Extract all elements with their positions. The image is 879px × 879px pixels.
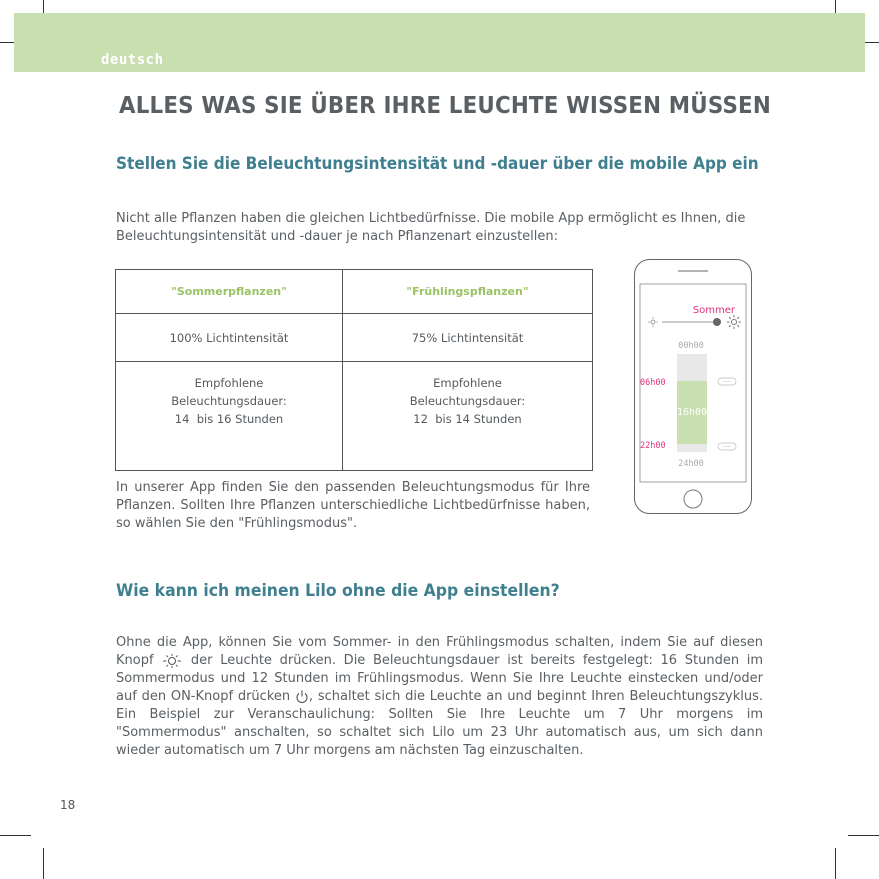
summer-duration-value: 14 bis 16 Stunden [174, 412, 284, 426]
duration-label-line2: Beleuchtungsdauer: [171, 394, 287, 408]
duration-label-line1: Empfohlene [194, 376, 264, 390]
summer-intensity: 100% Lichtintensität [116, 314, 343, 362]
paragraph-part-3: , schaltet sich die Leuchte an und beginnt Ihren Beleuchtungszyklus. Ein Beispiel zur Veranschaulichung: Sollten Sie Ihre Leuchte um 7 Uhr morgens im "Sommermodus" anschalten, so schaltet sich Lilo um 23 Uhr automatisch aus, um sich dann wieder automatisch um 7 Uhr morgens am nächsten Tag einzuschalten. [116, 689, 763, 758]
crop-mark [43, 848, 44, 879]
header-spring-plants: "Frühlingspflanzen" [343, 270, 593, 314]
paragraph-part-2: der Leuchte drücken. Die Beleuchtungsdauer ist bereits festgelegt: 16 Stunden im Sommermodus und 12 Stunden im Frühlingsmodus. Wenn Sie Ihre Leuchte einstecken und/oder auf den ON-Knopf drücken [116, 653, 764, 704]
crop-mark [0, 835, 31, 836]
power-icon [295, 689, 309, 704]
page-number: 18 [60, 798, 76, 812]
sun-button-icon [161, 653, 183, 669]
paragraph-part-1: Ohne die App, können Sie vom Sommer- in den Frühlingsmodus schalten, indem Sie auf diesen Knopf [116, 635, 763, 668]
duration-label: 16h00 [676, 407, 708, 418]
phone-app-illustration [634, 259, 752, 514]
light-modes-table [115, 269, 593, 471]
spring-intensity: 75% Lichtintensität [343, 314, 593, 362]
outro-paragraph: In unserer App finden Sie den passenden Beleuchtungsmodus für Ihre Pflanzen. Sollten Ihre Pflanzen unterschiedliche Lichtbedürfnisse haben, so wählen Sie den "Frühlingsmodus". [116, 480, 590, 531]
crop-mark [835, 848, 836, 879]
spring-duration-value: 12 bis 14 Stunden [413, 412, 522, 426]
time-start-label: 00h00 [678, 341, 704, 351]
language-label: deutsch [101, 52, 164, 68]
section-heading-app: Stellen Sie die Beleuchtungsintensität und -dauer über die mobile App ein [116, 154, 759, 174]
table-row [116, 362, 593, 471]
duration-label-line1: Empfohlene [433, 376, 502, 390]
time-on-label: 06h00 [640, 378, 666, 388]
crop-mark [848, 835, 879, 836]
duration-label-line2: Beleuchtungsdauer: [409, 394, 526, 408]
time-off-label: 22h00 [640, 441, 666, 451]
manual-mode-paragraph [116, 634, 763, 760]
intro-paragraph: Nicht alle Pflanzen haben die gleichen Lichtbedürfnisse. Die mobile App ermöglicht es Ihnen, die Beleuchtungsintensität und -dauer je nach Pflanzenart einzustellen: [116, 211, 746, 244]
summer-duration [116, 362, 343, 471]
spring-duration [343, 362, 593, 471]
mode-label: Sommer [692, 305, 735, 316]
time-end-label: 24h00 [678, 459, 704, 469]
table-row [116, 314, 593, 362]
section-heading-no-app: Wie kann ich meinen Lilo ohne die App einstellen? [116, 581, 560, 601]
page-title: ALLES WAS SIE ÜBER IHRE LEUCHTE WISSEN MÜSSEN [119, 93, 771, 119]
table-row [116, 270, 593, 314]
header-summer-plants: "Sommerpflanzen" [116, 270, 343, 314]
intensity-slider-knob[interactable] [713, 318, 721, 326]
